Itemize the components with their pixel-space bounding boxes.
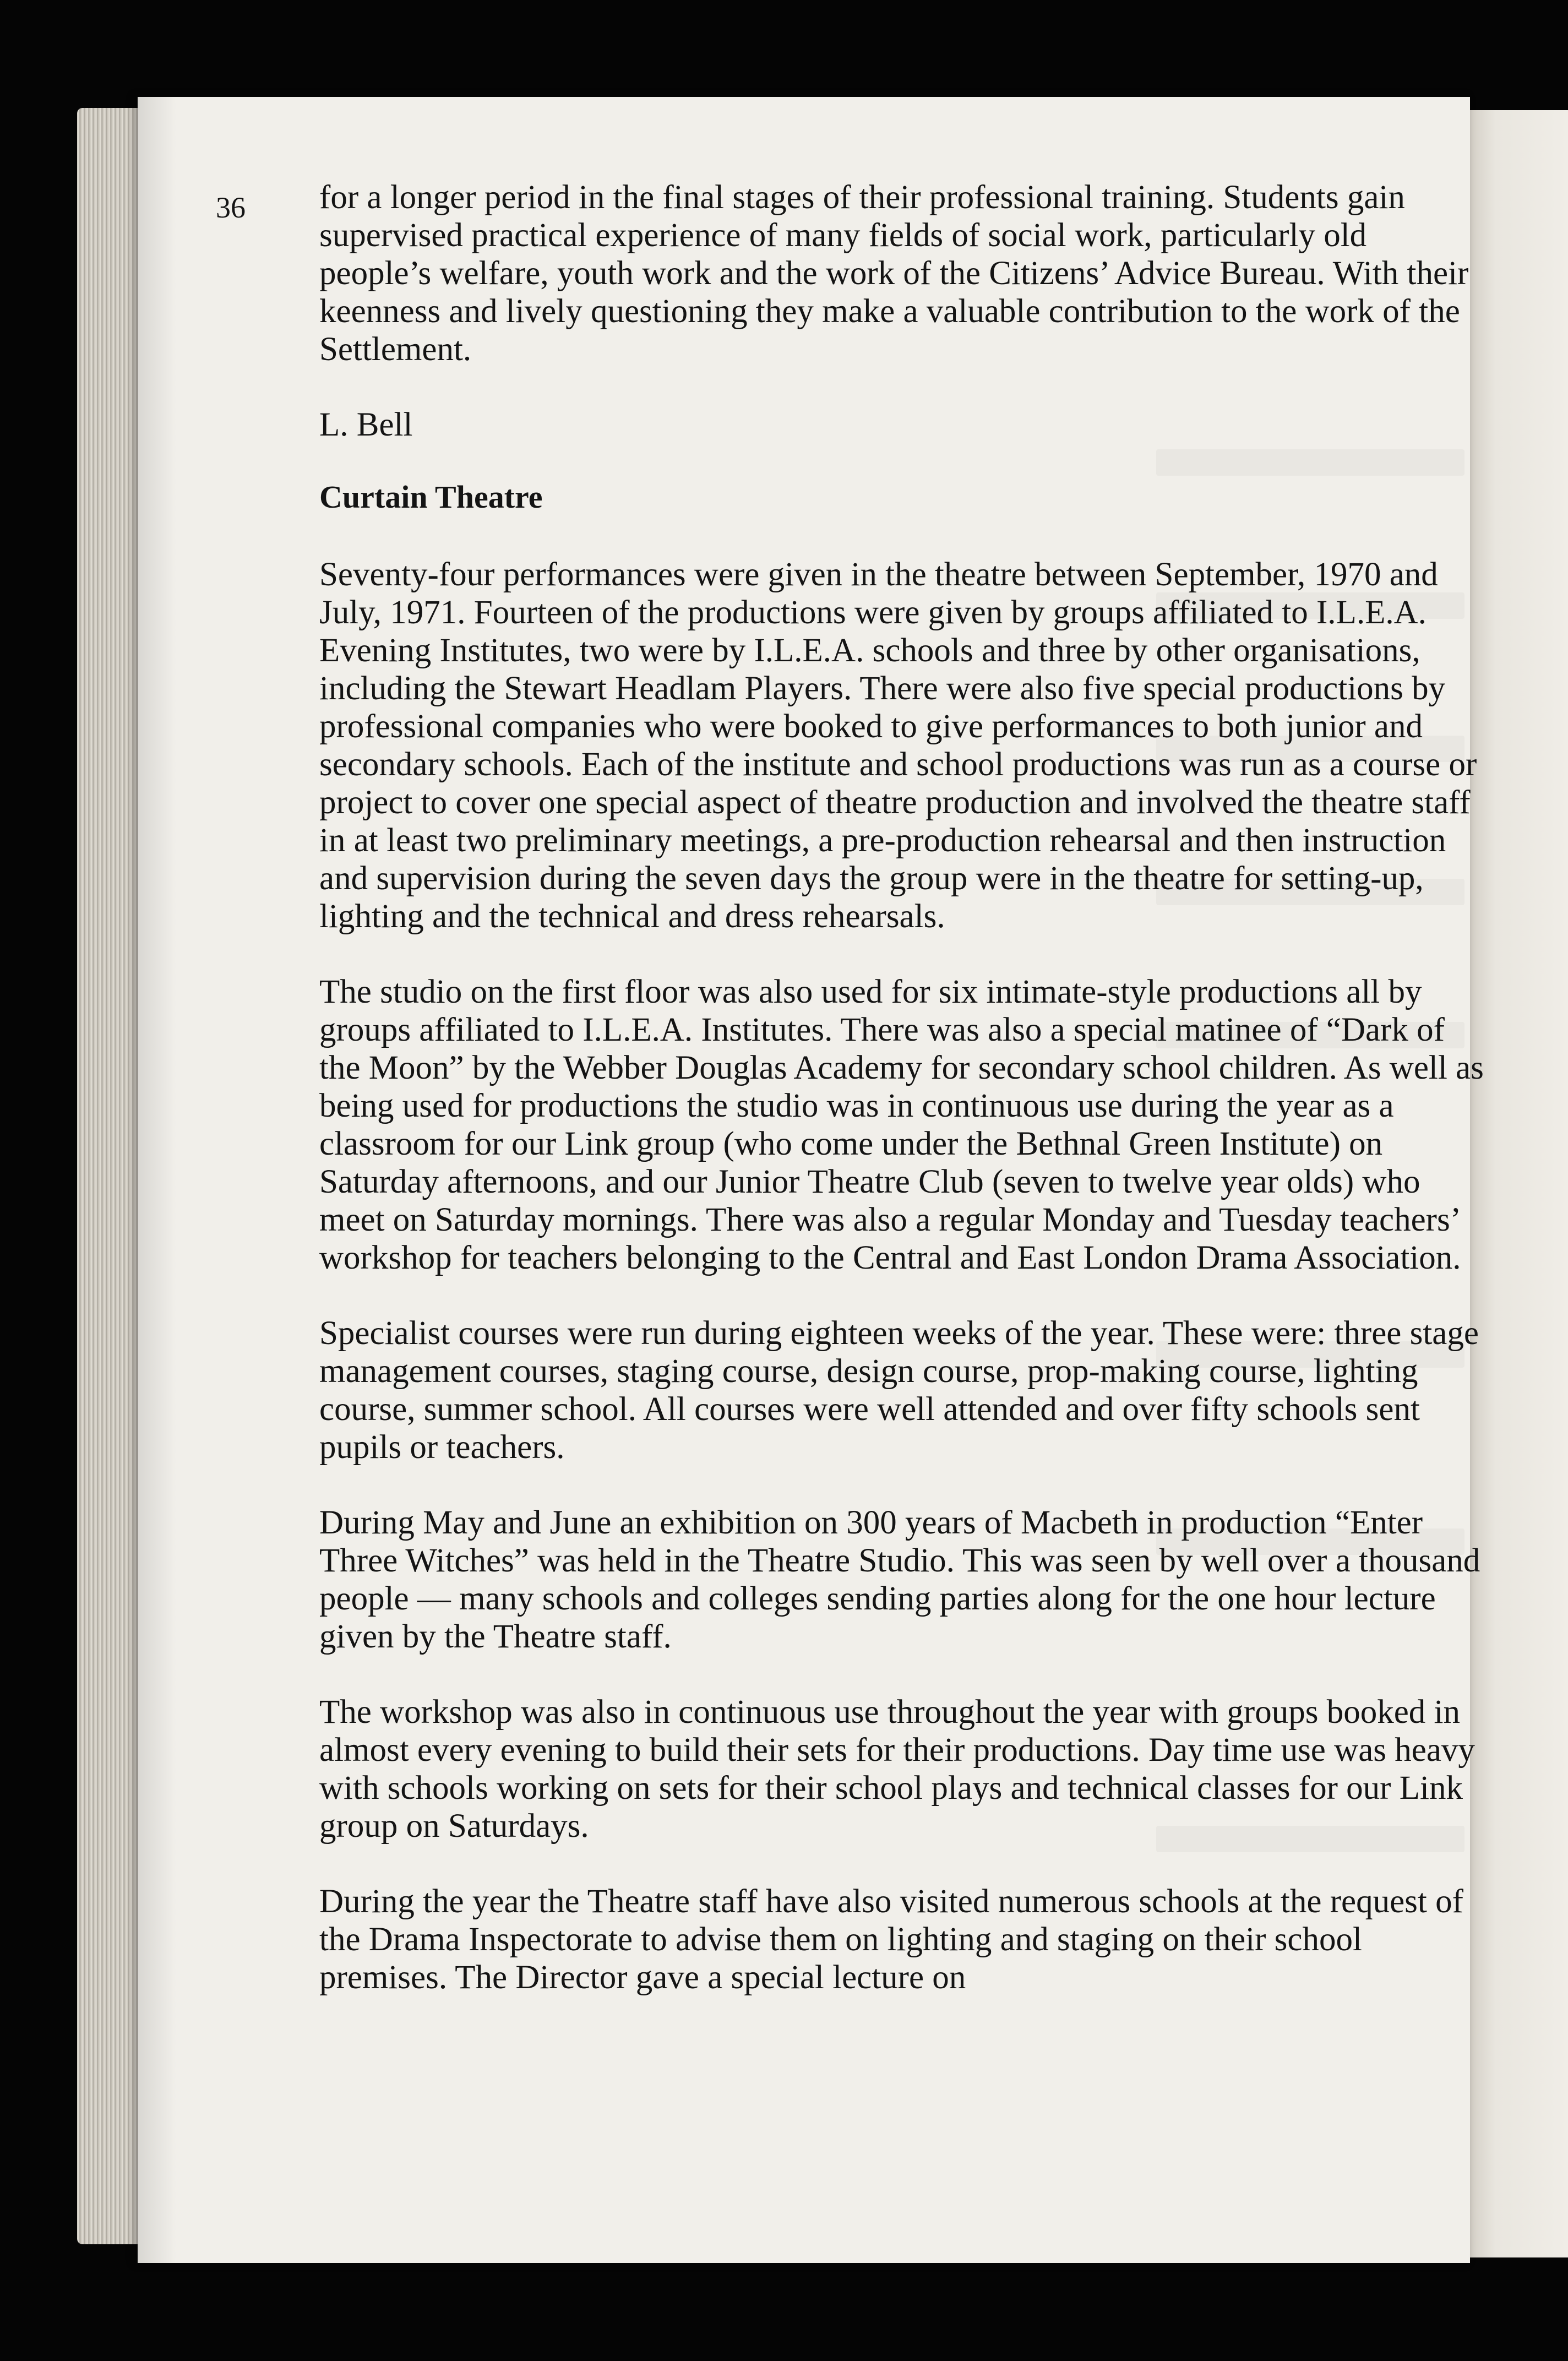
page-number: 36 <box>216 191 246 224</box>
paragraph-school-visits: During the year the Theatre staff have also visited numerous schools at the request of the Drama Inspectorate to advise them on lighting and staging on their school premises. The Director gave a special lecture on <box>319 1883 1463 1996</box>
author-signature: L. Bell <box>319 406 413 443</box>
paragraph-studio: The studio on the first floor was also used for six intimate-style productions all by groups affiliated to I.L.E.A. Institutes. There was also a special matinee of “Dark of the Moon” by the Webber Douglas Academy for secondary school children. As well as being used for productions the studio was in continuous use during the year as a classroom for our Link group (who come under the Bethnal Green Institute) on Saturday afternoons, and our Junior Theatre Club (seven to twelve year olds) who meet on Saturday mornings. There was also a regular Monday and Tuesday teachers’ workshop for teachers belonging to the Central and East London Drama Association. <box>319 973 1484 1276</box>
book-page <box>138 97 1484 2263</box>
paragraph-settlement-students: for a longer period in the final stages of their professional training. Students gain supervised practical experience of many fields of social work, particularly old people’s welfare, youth work and the work of the Citizens’ Advice Bureau. With their keenness and lively questioning they make a valuable contribution to the work of the Settlement. <box>319 179 1469 368</box>
paragraph-performances: Seventy-four performances were given in the theatre between September, 1970 and July, 1971. Fourteen of the productions were given by groups affiliated to I.L.E.A. Evening Institutes, two were by I.L.E.A. schools and three by other organisations, including the Stewart Headlam Players. There were also five special productions by professional companies who were booked to give performances to both junior and secondary schools. Each of the institute and school productions was run as a course or project to cover one special aspect of theatre production and involved the theatre staff in at least two preliminary meetings, a pre-production rehearsal and then instruction and supervision during the seven days the group were in the theatre for setting-up, lighting and the technical and dress rehearsals. <box>319 556 1477 935</box>
page-body-text <box>319 178 1487 1996</box>
section-heading: Curtain Theatre <box>319 479 543 515</box>
paragraph-workshop: The workshop was also in continuous use throughout the year with groups booked in almost every evening to build their sets for their productions. Day time use was heavy with schools working on sets for their school plays and technical classes for our Link group on Saturdays. <box>319 1694 1475 1845</box>
paragraph-specialist-courses: Specialist courses were run during eighteen weeks of the year. These were: three stage management courses, staging course, design course, prop-making course, lighting course, summer school. All courses were well attended and over fifty schools sent pupils or teachers. <box>319 1315 1479 1466</box>
paragraph-exhibition: During May and June an exhibition on 300 years of Macbeth in production “Enter Three Witches” was held in the Theatre Studio. This was seen by well over a thousand people — many schools and colleges sending parties along for the one hour lecture given by the Theatre staff. <box>319 1504 1480 1655</box>
